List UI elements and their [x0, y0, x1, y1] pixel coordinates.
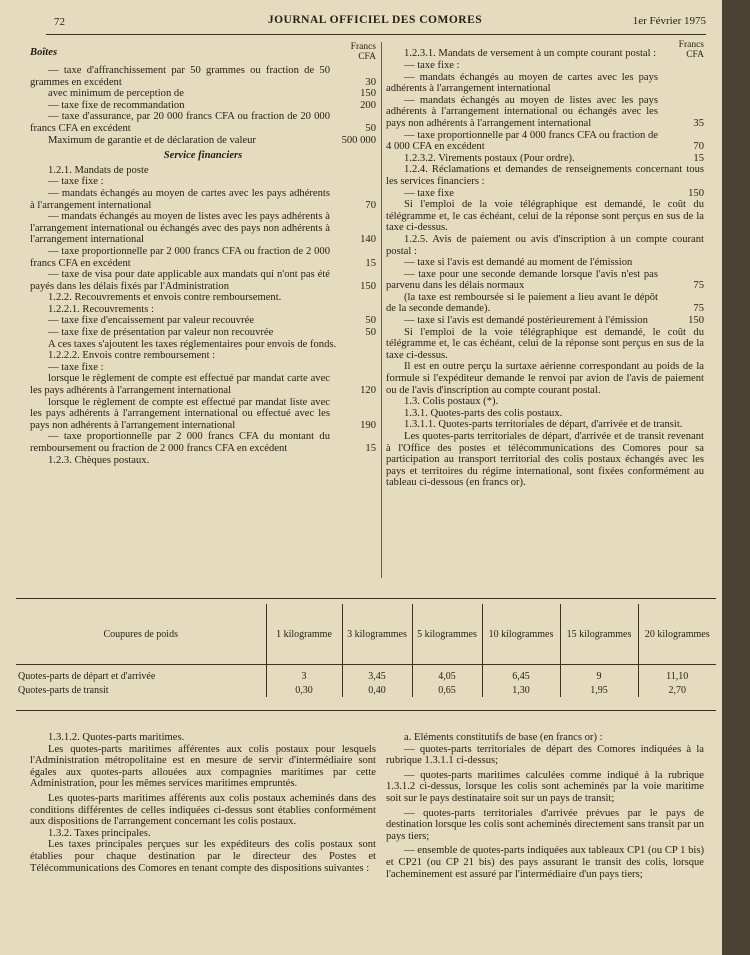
header-cell: 3 kilogrammes: [342, 604, 412, 665]
table-cell: 0,65: [412, 683, 482, 697]
currency-l2: CFA: [686, 50, 704, 60]
section-heading: 1.2.2. Recouvrements et envois contre remboursement.: [48, 292, 282, 304]
rate-row: [386, 95, 704, 130]
rate-row: [30, 135, 376, 147]
table-cell: 3: [266, 669, 342, 683]
section-heading: 1.3.1.2. Quotes-parts maritimes.: [48, 732, 185, 743]
rate-text: 1.2.3.2. Virements postaux (Pour ordre).: [404, 152, 575, 164]
section-heading: 1.2.5. Avis de paiement ou avis d'inscription à un compte courant postal :: [386, 233, 704, 257]
rate-row: [30, 269, 376, 292]
rate-text: — taxe proportionnelle par 2 000 francs CFA du montant du remboursement ou fraction de 2 000 francs CFA en excédent: [30, 431, 330, 454]
journal-title: JOURNAL OFFICIEL DES COMORES: [267, 14, 483, 26]
rate-text: — mandats échangés au moyen de listes avec les pays adhérents à l'arrangement international ou échangés avec des pays non adhérents à l'arrangement international: [30, 211, 330, 246]
currency-l2: CFA: [358, 52, 376, 62]
table-cell: 4,05: [412, 669, 482, 683]
paragraph: Il est en outre perçu la surtaxe aérienne correspondant au poids de la formule si l'expéditeur demande le renvoi par avion de l'avis de paiement ou de l'avis d'inscription au compte courant postal.: [386, 361, 704, 396]
paragraph: Si l'emploi de la voie télégraphique est demandé, le coût du télégramme et, le cas échéant, celui de la réponse sont perçus en sus de la taxe ci-dessus.: [386, 326, 704, 361]
rate-text: — taxe fixe de présentation par valeur non recouvrée: [48, 327, 274, 339]
subheading: 1.2.2.1. Recouvrements :: [48, 303, 154, 315]
rate-value: 50: [365, 315, 376, 327]
rate-row: [386, 315, 704, 327]
rate-row: [386, 130, 704, 153]
table-cell: 0,40: [342, 683, 412, 697]
weights-table: [16, 604, 716, 697]
rate-row: [386, 269, 704, 292]
rate-row: [30, 65, 376, 88]
rate-text: — taxe d'assurance, par 20 000 francs CFA ou fraction de 20 000 francs CFA en excédent: [30, 111, 330, 134]
rate-value: 150: [360, 280, 376, 292]
rate-text: — mandats échangés au moyen de cartes avec les pays adhérents à l'arrangement international: [386, 71, 658, 95]
rate-text: lorsque le règlement de compte est effectué par mandat carte avec les pays adhérents à l'arrangement international: [30, 373, 330, 397]
table-cell: 2,70: [638, 683, 716, 697]
rate-value: 50: [365, 327, 376, 339]
rate-row: [30, 397, 376, 432]
subheading: 1.2.2.2. Envois contre remboursement :: [48, 350, 216, 362]
note-text: A ces taxes s'ajoutent les taxes réglementaires pour envois de fonds.: [48, 338, 337, 350]
rate-value: 150: [360, 88, 376, 100]
rate-value: 75: [693, 280, 704, 292]
list-item: — quotes-parts territoriales de départ des Comores indiquées à la rubrique 1.3.1.1 ci-dessus;: [386, 743, 704, 767]
page-header: [40, 14, 710, 32]
section-heading: a. Eléments constitutifs de base (en francs or) :: [404, 732, 603, 743]
rate-value: 200: [360, 99, 376, 111]
table-cell: 1,95: [560, 683, 638, 697]
section-heading: 1.2.4. Réclamations et demandes de renseignements concernant tous les services financiers :: [386, 164, 704, 187]
table-row: [16, 669, 716, 683]
boites-list: [30, 65, 376, 146]
rate-row: [30, 373, 376, 396]
paragraph: Si l'emploi de la voie télégraphique est demandé, le coût du télégramme et, le cas échéant, celui de la réponse sont perçus en sus de la taxe ci-dessus.: [386, 199, 704, 234]
table-cell: 1,30: [482, 683, 560, 697]
rate-text: — taxe d'affranchissement par 50 grammes ou fraction de 50 grammes en excédent: [30, 65, 330, 88]
currency-l1: Francs: [678, 40, 704, 50]
section-heading: 1.3.2. Taxes principales.: [48, 827, 151, 839]
rate-text: avec minimum de perception de: [48, 88, 184, 100]
rate-value: 15: [365, 257, 376, 269]
rate-value: 70: [365, 199, 376, 211]
rate-text: — taxe fixe de recommandation: [48, 99, 185, 111]
header-cell: 20 kilogrammes: [638, 604, 716, 665]
rate-value: 30: [365, 76, 376, 88]
row-label: Quotes-parts de départ et d'arrivée: [18, 670, 156, 682]
rate-text: — taxe de visa pour date applicable aux mandats qui n'ont pas été payés dans les délais fixés par l'Administration: [30, 269, 330, 292]
table-header-row: [16, 604, 716, 665]
header-rule: [46, 34, 706, 35]
header-cell: 1 kilogramme: [266, 604, 342, 665]
section-heading: 1.2.3.1. Mandats de versement à un compte courant postal :: [404, 48, 657, 60]
adjacent-page-edge: [722, 0, 750, 955]
right-column-top: [386, 40, 704, 489]
rate-text: — taxe fixe: [404, 187, 455, 199]
table-cell: 11,10: [638, 669, 716, 683]
table-row: [16, 683, 716, 697]
rate-text: lorsque le règlement de compte est effectué par mandat liste avec les pays adhérents à l'arrangement international ou effectué avec les pays non adhérents à l'arrangement international: [30, 396, 330, 431]
currency-label: [330, 42, 376, 62]
rate-row: [30, 188, 376, 211]
subheading: 1.3.1.1. Quotes-parts territoriales de départ, d'arrivée et de transit.: [404, 419, 683, 431]
section-heading: 1.2.1. Mandats de poste: [48, 164, 149, 176]
subheading: — taxe fixe :: [48, 176, 104, 188]
section-heading: 1.3. Colis postaux (*).: [404, 396, 499, 408]
list-item: — ensemble de quotes-parts indiquées aux tableaux CP1 (ou CP 1 bis) et CP21 (ou CP 21 bis) des pays assurant le transit des colis, lorsque l'acheminement est assuré par l'intermédiaire d'un pays tiers;: [386, 845, 704, 880]
currency-label: [658, 40, 704, 60]
paragraph: Les quotes-parts maritimes afférents aux colis postaux acheminés dans des conditions différentes de celles indiquées ci-dessus sont établies conformément aux dispositions de l'arrangement concernant les colis postaux.: [30, 792, 376, 828]
section-heading: 1.2.3. Chèques postaux.: [48, 454, 150, 466]
rate-value: 120: [360, 385, 376, 397]
rate-text: — taxe fixe d'encaissement par valeur recouvrée: [48, 315, 255, 327]
boites-title: Boîtes: [30, 47, 58, 59]
rate-value: 15: [693, 152, 704, 164]
subheading: — taxe fixe :: [48, 361, 104, 373]
table-cell: 6,45: [482, 669, 560, 683]
header-cell: 15 kilogrammes: [560, 604, 638, 665]
rate-row: [30, 327, 376, 339]
boites-title-row: [30, 42, 376, 62]
rate-value: 140: [360, 234, 376, 246]
subheading: — taxe fixe :: [404, 60, 460, 71]
list-item: — quotes-parts territoriales d'arrivée prévues par le pays de destination lorsque les colis sont acheminés directement sans transit par un pays tiers;: [386, 807, 704, 842]
rate-text: — taxe si l'avis est demandé au moment de l'émission: [404, 257, 633, 269]
rate-value: 500 000: [341, 134, 376, 146]
header-cell: 5 kilogrammes: [412, 604, 482, 665]
rate-row: [30, 315, 376, 327]
table-cell: 0,30: [266, 683, 342, 697]
list-item: — quotes-parts maritimes calculées comme indiqué à la rubrique 1.3.1.2 ci-dessus, lorsque les colis sont acheminés par la voie maritime soit sur le pays destinataire soit sur un pays de transit;: [386, 769, 704, 804]
rate-text: — taxe proportionnelle par 4 000 francs CFA ou fraction de 4 000 CFA en excédent: [386, 129, 658, 153]
row-label: Quotes-parts de transit: [18, 684, 109, 696]
table-top-rule: [16, 598, 716, 599]
rate-text: — taxe proportionnelle par 2 000 francs CFA ou fraction de 2 000 francs CFA en excédent: [30, 245, 330, 269]
table-bottom-rule: [16, 710, 716, 711]
rate-value: 150: [688, 315, 704, 327]
table-cell: 9: [560, 669, 638, 683]
rate-value: 35: [693, 117, 704, 129]
rate-row: [386, 257, 704, 269]
services-title: Service financiers: [163, 150, 243, 162]
paragraph: Les quotes-parts maritimes afférentes aux colis postaux pour lesquels l'Administration métropolitaine est en mesure de servir d'intermédiaire sont égales aux quotes-parts allouées aux compagnies maritimes par cette Administration, pour les mêmes services maritimes empruntés.: [30, 743, 376, 790]
paragraph: Les taxes principales perçues sur les expéditeurs des colis postaux sont établies pour chaque destination par le directeur des Postes et Télécommunications des Comores en tenant compte des dispositions suivantes :: [30, 839, 376, 874]
column-divider: [381, 42, 382, 578]
left-column-top: [30, 42, 376, 466]
table-cell: 3,45: [342, 669, 412, 683]
page-number: 72: [54, 16, 65, 28]
rate-value: 190: [360, 419, 376, 431]
rate-row: [30, 431, 376, 454]
vers-head-row: [386, 40, 704, 60]
rate-text: — taxe si l'avis est demandé postérieurement à l'émission: [404, 315, 648, 327]
rate-text: — mandats échangés au moyen de listes avec les pays adhérents à l'arrangement international ou échangés avec les pays non adhérents à l'arrangement international: [386, 94, 658, 129]
rate-value: 70: [693, 141, 704, 153]
rate-row: [30, 246, 376, 269]
rate-row: [386, 153, 704, 165]
rate-row: [386, 188, 704, 200]
rate-row: [30, 111, 376, 134]
section-heading: 1.3.1. Quotes-parts des colis postaux.: [404, 407, 563, 419]
rate-row: [30, 100, 376, 112]
rate-text: — taxe pour une seconde demande lorsque l'avis n'est pas parvenu dans les délais normaux: [386, 268, 658, 292]
rate-text: — mandats échangés au moyen de cartes avec les pays adhérents à l'arrangement international: [30, 187, 330, 211]
rate-row: [386, 292, 704, 315]
rate-value: 150: [688, 187, 704, 199]
issue-date: 1er Février 1975: [632, 15, 706, 27]
rate-text: Maximum de garantie et de déclaration de valeur: [48, 134, 256, 146]
rate-row: [30, 211, 376, 246]
right-column-bottom: [386, 732, 704, 880]
left-column-bottom: [30, 732, 376, 874]
header-cell: Coupures de poids: [103, 628, 178, 640]
rate-row: [30, 88, 376, 100]
rate-row: [386, 72, 704, 95]
rate-value: 15: [365, 443, 376, 454]
rate-value: 75: [693, 303, 704, 315]
paragraph: Les quotes-parts territoriales de départ, d'arrivée et de transit revenant à l'Office des postes et télécommunications des Comores pour sa participation au transport territorial des colis postaux échangés avec les pays et territoires du régime international, sont fixées conformément au tableau ci-dessous (en francs or).: [386, 431, 704, 489]
currency-l1: Francs: [350, 42, 376, 52]
rate-value: 50: [365, 122, 376, 134]
rate-text: (la taxe est remboursée si le paiement a lieu avant le dépôt de la seconde demande).: [386, 291, 658, 315]
header-cell: 10 kilogrammes: [482, 604, 560, 665]
